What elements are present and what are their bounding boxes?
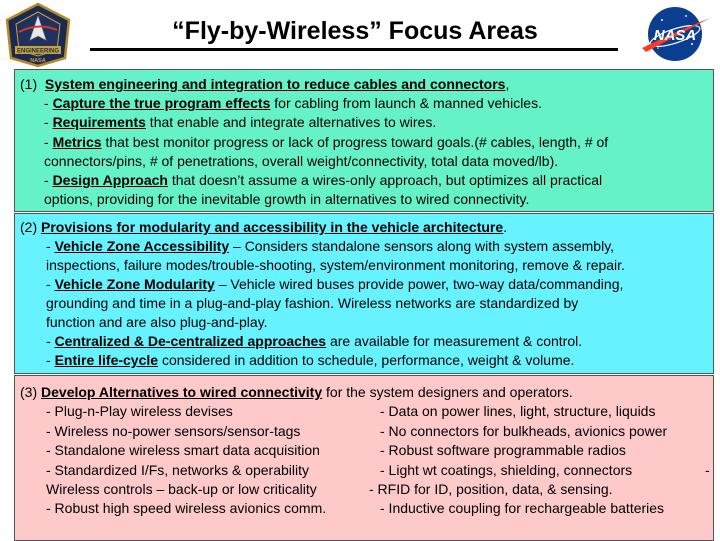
engineering-caption: ENGINEERING — [16, 48, 60, 55]
section-3-trailing-dash: - — [705, 462, 710, 478]
nasa-logo — [636, 4, 714, 64]
section-3-right-item: - Inductive coupling for rechargeable batteries — [380, 500, 665, 516]
section-2-heading: (2) Provisions for modularity and accessibility in the vehicle architecture. — [20, 219, 508, 235]
section-3-right-item: - Light wt coatings, shielding, connectors — [380, 462, 633, 478]
section-2-item-modularity: - Vehicle Zone Modularity – Vehicle wired buses provide power, two-way data/commanding, — [46, 276, 624, 292]
section-1-heading: (1) System engineering and integration to reduce cables and connectors, — [20, 76, 510, 92]
section-3-right-item: - Data on power lines, light, structure, liquids — [380, 403, 656, 419]
engineering-logo — [5, 2, 71, 68]
section-3-right-item: - Robust software programmable radios — [380, 442, 626, 458]
section-3-left-item: - Wireless no-power sensors/sensor-tags — [46, 423, 301, 439]
section-1-item-metrics: - Metrics that best monitor progress or lack of progress toward goals.(# cables, length, # of — [44, 134, 609, 150]
section-3-panel — [14, 375, 714, 541]
section-1-panel — [14, 69, 714, 212]
section-1-item-metrics-cont: connectors/pins, # of penetrations, overall weight/connectivity, total data moved/lb). — [44, 153, 559, 169]
title-underline — [90, 48, 618, 51]
section-2-item-accessibility-cont: inspections, failure modes/trouble-shooting, system/environment monitoring, remove & repair. — [46, 257, 625, 273]
section-2-panel — [14, 213, 714, 374]
section-2-item-lifecycle: - Entire life-cycle considered in addition to schedule, performance, weight & volume. — [46, 352, 575, 368]
section-2-item-accessibility: - Vehicle Zone Accessibility – Considers standalone sensors along with system assembly, — [46, 238, 615, 254]
engineering-subcaption: NASA — [30, 58, 46, 64]
section-1-item-capture: - Capture the true program effects for cabling from launch & manned vehicles. — [44, 95, 542, 111]
section-1-item-requirements: - Requirements that enable and integrate alternatives to wires. — [44, 114, 437, 130]
section-3-left-item: - Standalone wireless smart data acquisition — [46, 442, 320, 458]
section-2-item-modularity-cont2: function and are also plug-and-play. — [46, 314, 268, 330]
section-2-item-approaches: - Centralized & De-centralized approaches are available for measurement & control. — [46, 333, 583, 349]
section-3-left-item: - Robust high speed wireless avionics comm. — [46, 500, 327, 516]
section-1-item-design: - Design Approach that doesn’t assume a wires-only approach, but optimizes all practical — [44, 172, 603, 188]
section-3-left-item: - Plug-n-Play wireless devises — [46, 403, 233, 419]
page-title: “Fly-by-Wireless” Focus Areas — [172, 17, 538, 45]
nasa-logo-text: NASA — [653, 27, 697, 44]
section-3-right-item: - RFID for ID, position, data, & sensing. — [369, 481, 613, 497]
section-3-left-item: Wireless controls – back-up or low criticality — [46, 481, 317, 497]
section-3-right-item: - No connectors for bulkheads, avionics power — [380, 423, 668, 439]
section-2-item-modularity-cont1: grounding and time in a plug-and-play fashion. Wireless networks are standardized by — [46, 295, 579, 311]
section-1-item-design-cont: options, providing for the inevitable growth in alternatives to wired connectivity. — [44, 191, 530, 207]
section-3-left-item: - Standardized I/Fs, networks & operability — [46, 462, 310, 478]
section-3-heading: (3) Develop Alternatives to wired connectivity for the system designers and operators. — [20, 384, 573, 400]
